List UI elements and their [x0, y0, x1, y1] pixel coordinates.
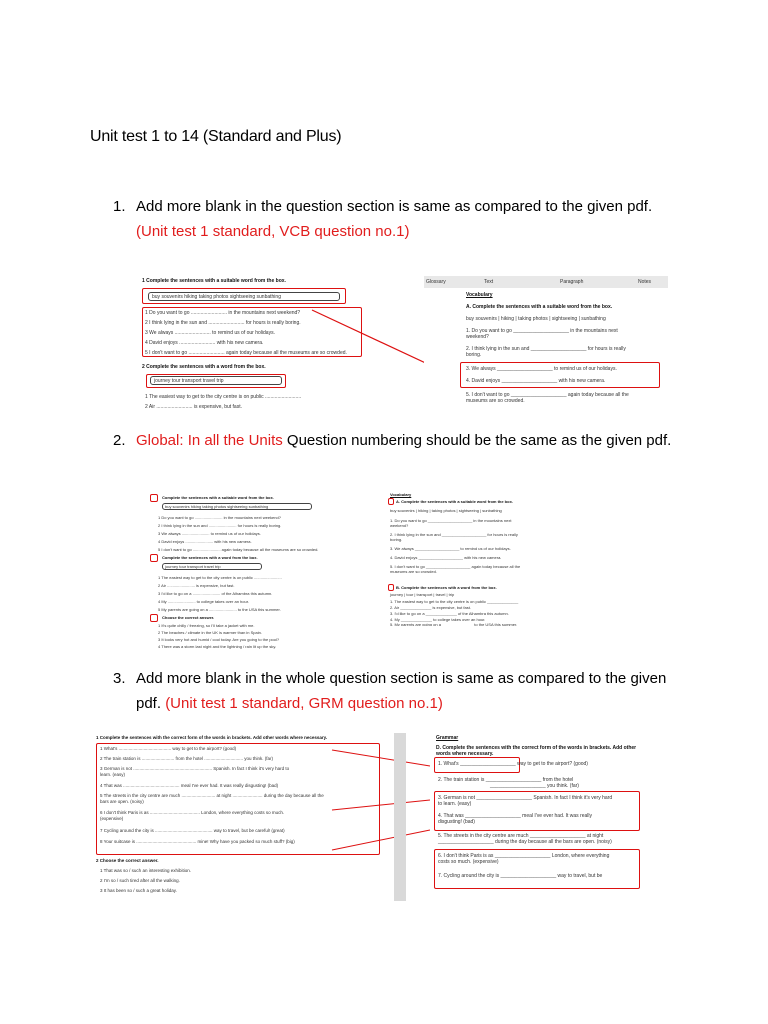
highlight-box [388, 498, 394, 505]
screenshot-1-right: Glossary Text Paragraph Notes Vocabulary A. Complete the sentences with a suitable word from the box. buy souvenirs | hiking | taking photos | sightseeing | sunbathing 1. Do you want to go ____________________ in the mountains next weekend? 2. I think lying in the sun and ____________________ for hours is really boring. 3. We always ____________________ to remind us of our holidays. 4. David enjoys ____________________ with his new camera. 5. I don't want to go ____________________ again today because all the museums are so crowded. [424, 276, 668, 412]
item-number: 1. [113, 198, 126, 215]
screenshot-3-right: Grammar D. Complete the sentences with the correct form of the words in brackets. Add other words where necessary. 1. What's ____________________ way to get to the airport? (good) 2. The train station is ____________________ from the hotel ____________________ you think. (far) 3. German is not ____________________ Spanish. In fact I think it's very hard to learn. (easy) 4. That was ____________________ meal I've ever had. It was really disgusting! (bad) 5. The streets in the city centre are much ____________________ at night ____________________ during the day because all the bars are open. (noisy) 6. I don't think Paris is as ____________________ London, where everything costs so much. (expensive) 7. Cycling around the city is ____________________ way to travel, but be [430, 733, 654, 897]
divider-bar [394, 733, 406, 901]
list-item-3 [113, 666, 673, 716]
item-reference: Global: In all the Units [136, 432, 283, 449]
page-title: Unit test 1 to 14 (Standard and Plus) [90, 128, 342, 145]
item-reference: (Unit test 1 standard, VCB question no.1) [136, 223, 410, 240]
item-reference: (Unit test 1 standard, GRM question no.1) [165, 695, 443, 712]
highlight-box [150, 554, 158, 562]
item-text: Add more blank in the question section is same as compared to the given pdf. (Unit test 1 standard, VCB question no.1) [136, 198, 653, 240]
list-item-1 [113, 194, 673, 244]
item-text: Global: In all the Units Question numbering should be the same as the given pdf. [136, 432, 672, 449]
item-number: 2. [113, 432, 126, 449]
highlight-box [388, 584, 394, 591]
screenshot-1-left: 1 Complete the sentences with a suitable word from the box. buy souvenirs hiking taking photos sightseeing sunbathing 1 Do you want to go .......................... in the mountains next weekend? 2 I think lying in the sun and .......................... for hours is really boring. 3 We always .......................... to remind us of our holidays. 4 David enjoys .......................... with his new camera. 5 I don't want to go .......................... again today because all the museums are so crowded. 2 Complete the sentences with a word from the box. journey tour transport travel trip 1 The easiest way to get to the city centre is on public .......................... 2 Air .......................... is expensive, but fast. [140, 272, 430, 412]
item-number: 3. [113, 670, 126, 687]
highlight-box [150, 614, 158, 622]
screenshot-3-left: 1 Complete the sentences with the correct form of the words in brackets. Add other words where necessary. 1 What's .......................................... way to get to the airport? (good) 2 The train station is .......................... from the hotel ............................... you think. (far) 3 German is not ............................................................... Spanish. In fact I think it's very hard to learn. (easy) 4 That was ............................................. meal I've ever had. It was really disgusting! (bad) 5 The streets in the city centre are much ........................... at night ........................ during the day because all the bars are open. (noisy) 6 I don't think Paris is as ........................................ London, where everything costs so much. (expensive) 7 Cycling around the city is .............................................. way to travel, but be careful! (great) 8 Your suitcase is ................................................ mine! Why have you packed so much stuff? (big) 2 Choose the correct answer. 1 That was so / such an interesting exhibition. 2 I'm so / such tired after all the walking. 3 It has been so / such a great holiday. [94, 733, 392, 901]
list-item-2 [113, 428, 673, 453]
highlight-box [150, 494, 158, 502]
screenshot-2-left: Complete the sentences with a suitable word from the box. buy souvenirs hiking taking photos sightseeing sunbathing 1 Do you want to go ......................... in the mountains next weekend? 2 I think lying in the sun and ......................... for hours is really boring. 3 We always ......................... to remind us of our holidays. 4 David enjoys ......................... with his new camera. 5 I don't want to go ......................... again today because all the museums are so crowded. Complete the sentences with a word from the box. journey tour transport travel trip 1 The easiest way to get to the city centre is on public ......................... 2 Air ......................... is expensive, but fast. 3 I'd like to go on a ......................... of the Alhambra this autumn. 4 My ......................... to college takes over an hour. 5 My parents are going on a ......................... to the USA this summer. Choose the correct answer. 1 It's quite chilly / freezing, so I'll take a jacket with me. 2 The beaches / climate in the UK is warmer than in Spain. 3 It looks very hot and humid / cool today. Are you going to the pool? 4 There was a storm last night and the lightning / rain lit up the sky. [148, 490, 384, 650]
item-text: Add more blank in the whole question section is same as compared to the given pdf. (Unit test 1 standard, GRM question no.1) [136, 670, 667, 712]
screenshot-2-right: Vocabulary A. Complete the sentences with a suitable word from the box. buy souvenirs | hiking | taking photos | sightseeing | sunbathing 1. Do you want to go ____________________ in the mountains next weekend? 2. I think lying in the sun and ____________________ for hours is really boring. 3. We always ____________________ to remind us of our holidays. 4. David enjoys ____________________ with his new camera. 5. I don't want to go ____________________ again today because all the museums are so crowded. B. Complete the sentences with a word from the box. journey | tour | transport | travel | trip 1. The easiest way to get to the city centre is on public ______________ 2. Air ______________ is expensive, but fast. 3. I'd like to go on a ______________ of the Alhambra this autumn. 4. My ______________ to college takes over an hour. 5. My parents are going on a ______________ to the USA this summer. [386, 490, 534, 626]
